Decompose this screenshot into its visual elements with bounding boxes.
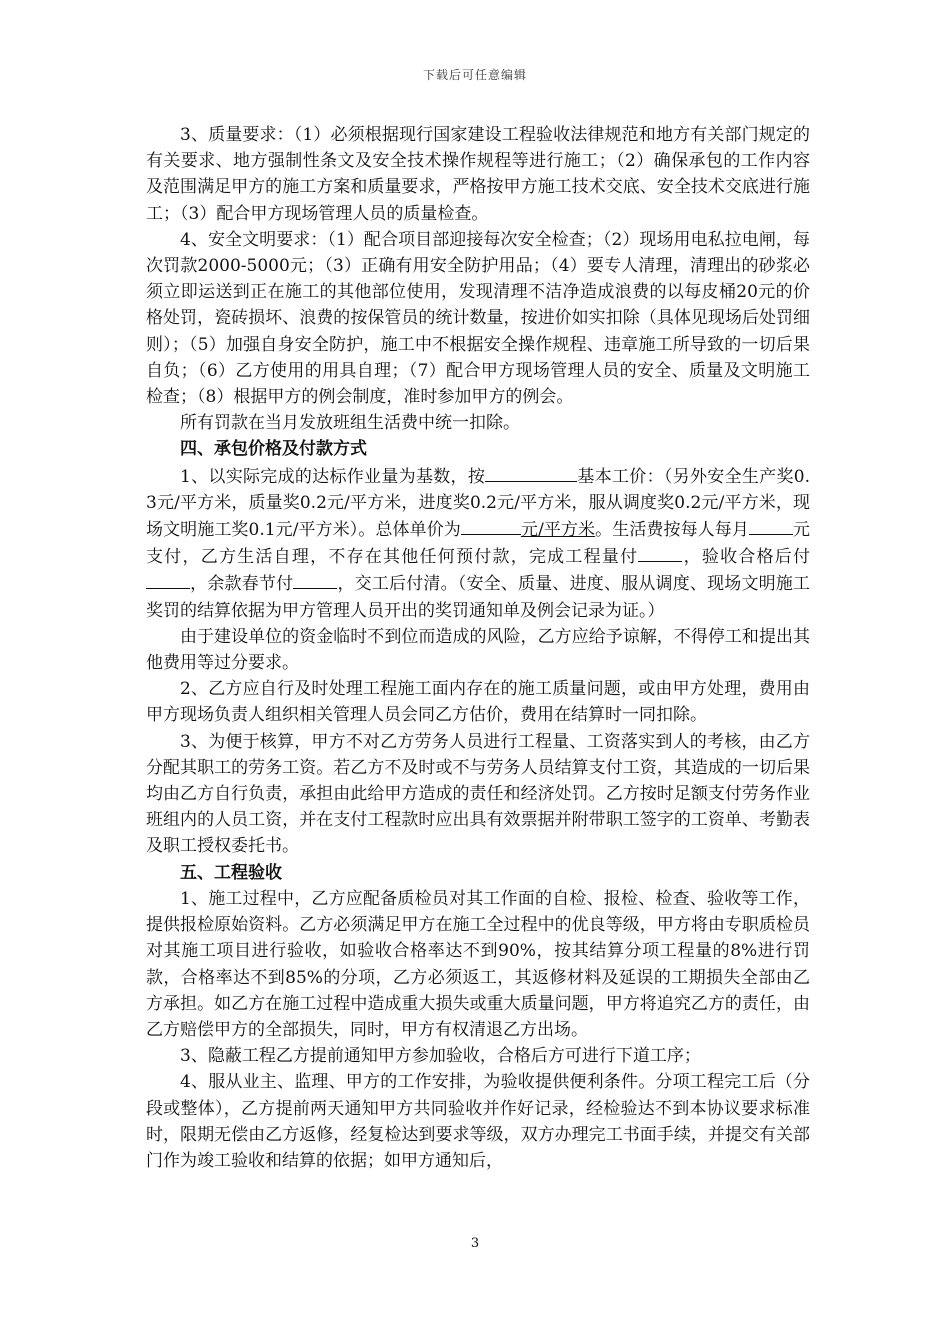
- section-heading-price-payment: 四、承包价格及付款方式: [180, 439, 367, 460]
- blank-living-allowance: [749, 516, 793, 535]
- page-header: 下载后可任意编辑: [422, 68, 527, 82]
- price-terms-text-1: 1、以实际完成的达标作业量为基数，按: [180, 466, 486, 487]
- blank-spring-festival-payment: [293, 570, 337, 589]
- paragraph-price-terms: [146, 463, 810, 624]
- paragraph-safety-requirements: 4、安全文明要求：（1）配合项目部迎接每次安全检查；（2）现场用电私拉电闸，每次罚款2000-5000元；（3）正确有用安全防护用品；（4）要专人清理，清理出的砂浆必须立即运送到正在施工的其他部位使用，发现清理不洁净造成浪费的以每皮桶20元的价格处罚，瓷砖损坏、浪费的按保管员的统计数量，按进价如实扣除（具体见现场后处罚细则）；（5）加强自身安全防护，施工中不根据安全操作规程、违章施工所导致的一切后果自负；（6）乙方使用的用具自理；（7）配合甲方现场管理人员的安全、质量及文明施工检查；（8）根据甲方的例会制度，准时参加甲方的例会。: [146, 229, 810, 408]
- paragraph-concealed-works: 3、隐蔽工程乙方提前通知甲方参加验收，合格后方可进行下道工序；: [180, 1046, 701, 1067]
- paragraph-wage-payment: 3、为便于核算，甲方不对乙方劳务人员进行工程量、工资落实到人的考核，由乙方分配其职工的劳务工资。若乙方不及时或不与劳务人员结算支付工资，其造成的一切后果均由乙方自行负责，承担由此给甲方造成的责任和经济处罚。乙方按时足额支付劳务作业班组内的人员工资，并在支付工程款时应出具有效票据并附带职工签字的工资单、考勤表及职工授权委托书。: [146, 731, 810, 857]
- paragraph-inspection: 1、施工过程中，乙方应配备质检员对其工作面的自检、报检、检查、验收等工作，提供报检原始资料。乙方必须满足甲方在施工全过程中的优良等级，甲方将由专职质检员对其施工项目进行验收，如验收合格率达不到90%，按其结算分项工程量的8%进行罚款，合格率达不到85%的分项，乙方必须返工，其返修材料及延误的工期损失全部由乙方承担。如乙方在施工过程中造成重大损失或重大质量问题，甲方将追究乙方的责任，由乙方赔偿甲方的全部损失，同时，甲方有权清退乙方出场。: [146, 888, 810, 1040]
- price-terms-text-3: 。生活费按每人每月: [595, 520, 749, 541]
- price-terms-text-7: ，交工后付清。（安全、质量、进度、服从调度、现场文明施工奖罚的结算依据为甲方管理人员开出的奖罚通知单及例会记录为证。）: [146, 574, 811, 621]
- price-terms-text-4: 元支付，乙方生活自理，不存在其他任何预付款，完成工程量付: [146, 520, 811, 568]
- document-body: [146, 122, 810, 1174]
- paragraph-funding-risk: 由于建设单位的资金临时不到位而造成的风险，乙方应给予谅解，不得停工和提出其他费用等过分要求。: [146, 626, 810, 674]
- paragraph-work-arrangement: 4、服从业主、监理、甲方的工作安排，为验收提供便利条件。分项工程完工后（分段或整体），乙方提前两天通知甲方共同验收并作好记录，经检验达不到本协议要求标准时，限期无偿由乙方返修，经复检达到要求等级，双方办理完工书面手续，并提交有关部门作为竣工验收和结算的依据；如甲方通知后，: [146, 1072, 810, 1171]
- price-terms-text-5: ，验收合格后付: [682, 547, 811, 568]
- blank-base-price: [485, 463, 577, 482]
- blank-unit-price: [461, 516, 521, 535]
- paragraph-quality-requirements: 3、质量要求：（1）必须根据现行国家建设工程验收法律规范和地方有关部门规定的有关要求、地方强制性条文及安全技术操作规程等进行施工；（2）确保承包的工作内容及范围满足甲方的施工方案和质量要求，严格按甲方施工技术交底、安全技术交底进行施工；（3）配合甲方现场管理人员的质量检查。: [146, 125, 810, 224]
- section-heading-acceptance: 五、工程验收: [180, 862, 282, 883]
- unit-price-unit: 元/平方米: [520, 520, 596, 541]
- paragraph-quality-issues: 2、乙方应自行及时处理工程施工面内存在的施工质量问题，或由甲方处理，费用由甲方现场负责人组织相关管理人员会同乙方估价，费用在结算时一同扣除。: [146, 679, 810, 726]
- blank-payment-on-completion: [638, 543, 682, 562]
- blank-payment-after-acceptance: [146, 570, 190, 589]
- price-terms-text-6: ，余款春节付: [190, 574, 294, 595]
- price-terms-text-2: 基本工价：（另外安全生产奖0.3元/平方米，质量奖0.2元/平方米，进度奖0.2元/平方米，服从调度奖0.2元/平方米，现场文明施工奖0.1元/平方米）。总体单价为: [146, 466, 810, 541]
- paragraph-fines-deduction: 所有罚款在当月发放班组生活费中统一扣除。: [180, 413, 520, 434]
- page-number: 3: [470, 1236, 480, 1251]
